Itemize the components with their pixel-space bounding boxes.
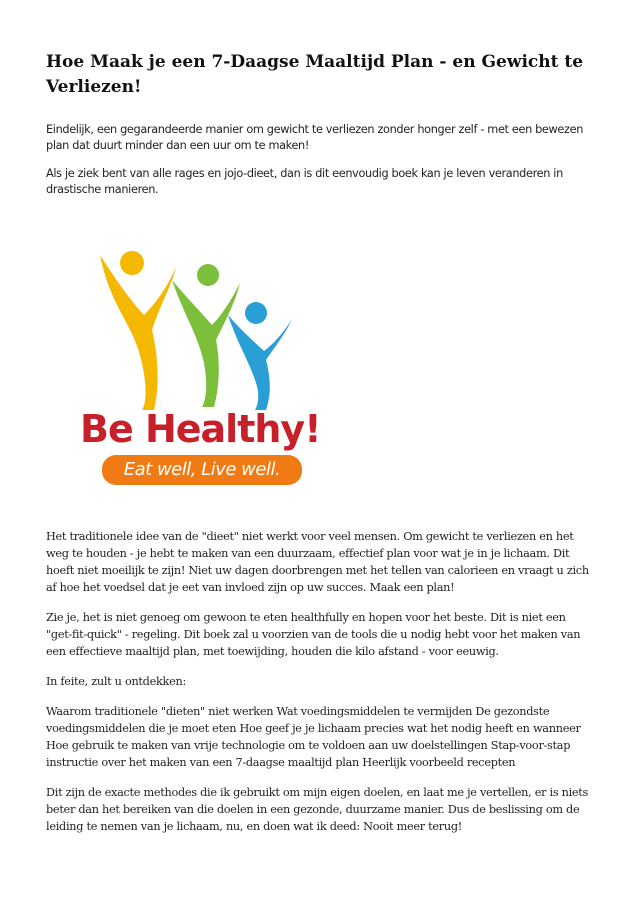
blue-figure-head bbox=[245, 302, 267, 324]
body-paragraph-5: Dit zijn de exacte methodes die ik gebruikt om mijn eigen doelen, en laat me je vertellen, er is niets beter dan het bereiken van die doelen in een gezonde, duurzame manier. Dus de beslissing om de leiding te nemen van je lichaam, nu, en doen wat ik deed: Nooit meer terug! bbox=[46, 786, 589, 833]
yellow-figure-head bbox=[120, 251, 144, 275]
logo-headline: Be Healthy! bbox=[80, 407, 321, 451]
body-paragraph-4: Waarom traditionele "dieten" niet werken Wat voedingsmiddelen te vermijden De gezondste voedingsmiddelen die je moet eten Hoe geef je je lichaam precies wat het nodig heeft en wanneer Hoe gebruik te maken van vrije technologie om te voldoen aan uw doelstellingen Stap-voor-stap instructie over het maken van een 7-daagse maaltijd plan Heerlijk voorbeeld recepten bbox=[46, 705, 581, 769]
intro-paragraph-1: Eindelijk, een gegarandeerde manier om gewicht te verliezen zonder honger zelf - met een bewezen plan dat duurt minder dan een uur om te maken! bbox=[46, 123, 584, 152]
dancing-figures-icon bbox=[80, 245, 325, 415]
yellow-figure-body bbox=[100, 255, 176, 410]
green-figure-head bbox=[197, 264, 219, 286]
blue-figure-body bbox=[228, 315, 292, 410]
body-paragraph-1: Het traditionele idee van de "dieet" niet werkt voor veel mensen. Om gewicht te verliezen en het weg te houden - je hebt te maken van een duurzaam, effectief plan voor wat je in je lichaam. Dit hoeft niet moeilijk te zijn! Niet uw dagen doorbrengen met het tellen van calorieen en vraagt u zich af hoe het voedsel dat je eet van invloed zijn op uw succes. Maak een plan! bbox=[46, 530, 589, 594]
logo-tagline: Eat well, Live well. bbox=[102, 455, 302, 485]
document-page bbox=[46, 0, 596, 198]
body-paragraph-3: In feite, zult u ontdekken: bbox=[46, 675, 186, 688]
body-text bbox=[46, 528, 594, 835]
page-title: Hoe Maak je een 7-Daagse Maaltijd Plan - en Gewicht te Verliezen! bbox=[46, 52, 584, 97]
green-figure-body bbox=[172, 280, 240, 407]
body-paragraph-2: Zie je, het is niet genoeg om gewoon te eten healthfully en hopen voor het beste. Dit is niet een "get-fit-quick" - regeling. Dit boek zal u voorzien van de tools die u nodig hebt voor het maken van een effectieve maaltijd plan, met toewijding, houden die kilo afstand - voor eeuwig. bbox=[46, 611, 581, 658]
be-healthy-logo bbox=[80, 245, 325, 490]
intro-paragraph-2: Als je ziek bent van alle rages en jojo-dieet, dan is dit eenvoudig boek kan je leven veranderen in drastische manieren. bbox=[46, 167, 563, 196]
